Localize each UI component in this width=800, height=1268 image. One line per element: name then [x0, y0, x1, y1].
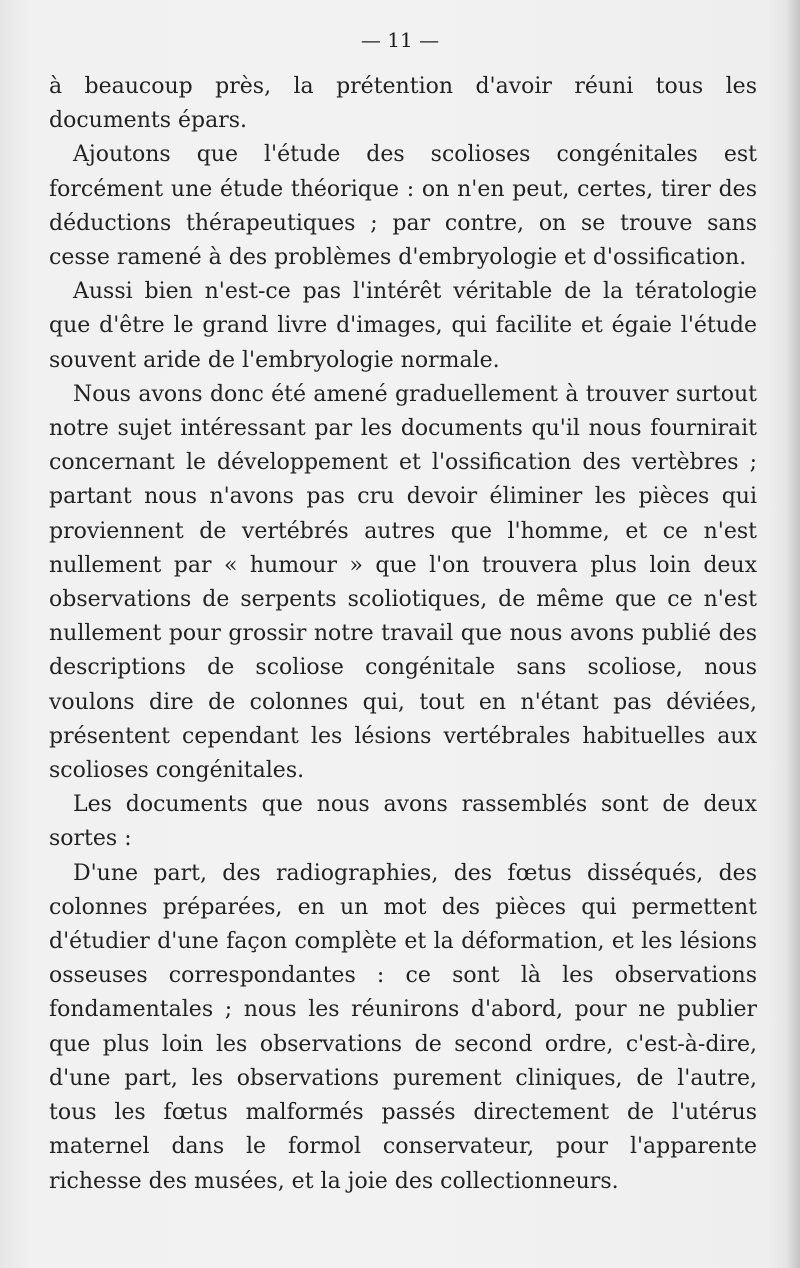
paragraph-theoretical-study: Ajoutons que l'étude des scolioses congénitales est forcément une étude théorique : on n'en peut, certes, tirer des déductions thérapeutiques ; par contre, on se trouve sans cesse ramené à des problèmes d'embryologie et d'ossification.	[49, 142, 757, 271]
paragraph-teratology: Aussi bien n'est-ce pas l'intérêt véritable de la tératologie que d'être le grand livre d'images, qui facilite et égaie l'étude souvent aride de l'embryologie normale.	[49, 279, 757, 373]
page-number: — 11 —	[360, 28, 440, 52]
paragraph-two-kinds: Les documents que nous avons rassemblés sont de deux sortes :	[49, 792, 757, 852]
paragraph-continuation: à beaucoup près, la prétention d'avoir réuni tous les documents épars.	[49, 74, 757, 134]
body-text	[49, 70, 757, 1199]
paragraph-vertebrae-development: Nous avons donc été amené graduellement à trouver surtout notre sujet intéressant par les documents qu'il nous fournirait concernant le développement et l'ossification des vertèbres ; partant nous n'avons pas cru devoir éliminer les pièces qui proviennent de vertébrés autres que l'homme, et ce n'est nullement par « humour » que l'on trouvera plus loin deux observations de serpents scoliotiques, de même que ce n'est nullement pour grossir notre travail que nous avons publié des descriptions de scoliose congénitale sans scoliose, nous voulons dire de colonnes qui, tout en n'étant pas déviées, présentent cependant les lésions vertébrales habituelles aux scolioses congénitales.	[49, 381, 757, 784]
paragraph-fundamental-observations: D'une part, des radiographies, des fœtus disséqués, des colonnes préparées, en un mot des pièces qui permettent d'étudier d'une façon complète et la déformation, et les lésions osseuses correspondantes : ce sont là les observations fondamentales ; nous les réunirons d'abord, pour ne publier que plus loin les observations de second ordre, c'est-à-dire, d'une part, les observations purement cliniques, de l'autre, tous les fœtus malformés passés directement de l'utérus maternel dans le formol conservateur, pour l'apparente richesse des musées, et la joie des collectionneurs.	[49, 860, 757, 1194]
